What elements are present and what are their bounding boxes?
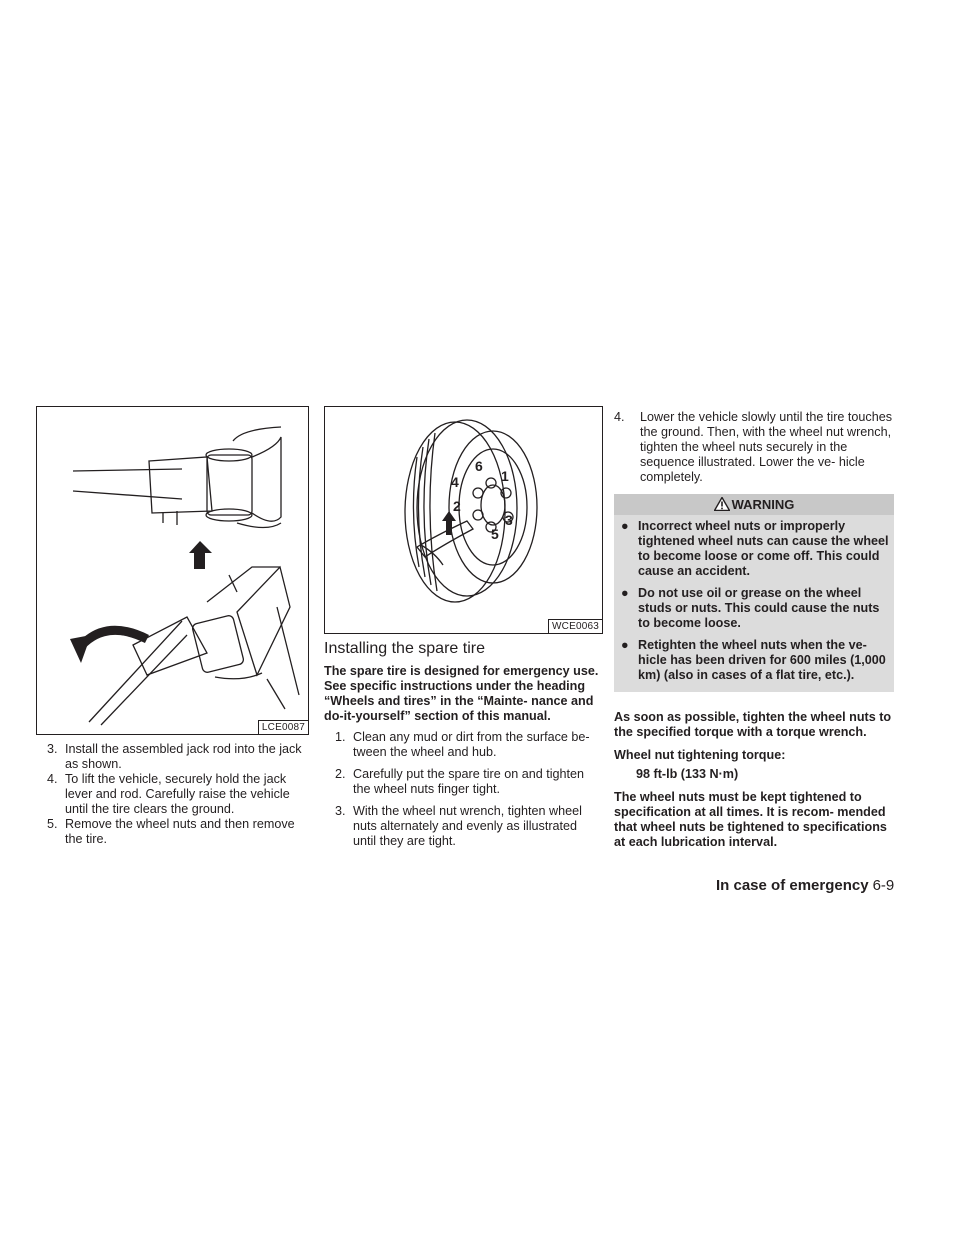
jack-illustration xyxy=(36,406,309,735)
nut-label: 4 xyxy=(451,474,459,490)
final-note: The wheel nuts must be kept tightened to specification at all times. It is recom- mended that wheel nuts be tightened to specifications at each lubrication interval. xyxy=(614,790,887,849)
section-intro: The spare tire is designed for emergency use. See specific instructions under the heading “Wheels and tires” in the “Mainte- nance and do-it-yourself” section of this manual. xyxy=(324,664,599,723)
nut-label: 5 xyxy=(491,526,499,542)
page-number: 6-9 xyxy=(872,877,895,894)
middle-column xyxy=(324,664,602,856)
spare-tire-steps-list xyxy=(324,730,602,849)
list-item: ● Do not use oil or grease on the wheel studs or nuts. This could cause the nuts to become loose. xyxy=(621,586,880,630)
list-item: 3. With the wheel nut wrench, tighten wheel nuts alternately and evenly as illustrated until they are tight. xyxy=(335,804,582,848)
torque-value: 98 ft-lb (133 N·m) xyxy=(636,767,739,781)
lower-vehicle-step xyxy=(614,410,894,485)
right-column-notes xyxy=(614,710,894,856)
figure-code: WCE0063 xyxy=(548,619,602,633)
tire-illustration xyxy=(324,406,603,634)
page-footer xyxy=(716,877,894,894)
torque-advice: As soon as possible, tighten the wheel nuts to the specified torque with a torque wrench. xyxy=(614,710,892,739)
warning-list xyxy=(614,515,894,692)
jack-steps-list xyxy=(36,742,308,847)
up-arrow-icon xyxy=(189,541,212,569)
nut-label: 1 xyxy=(501,468,509,484)
list-item: ● Retighten the wheel nuts when the ve- hicle has been driven for 600 miles (1,000 km) (also in cases of a flat tire, etc.). xyxy=(621,638,886,682)
section-title: Installing the spare tire xyxy=(324,640,485,657)
list-item: 4. To lift the vehicle, securely hold the jack lever and rod. Carefully raise the vehicle until the tire clears the ground. xyxy=(47,772,290,816)
warning-box xyxy=(614,494,894,692)
nut-label: 3 xyxy=(505,512,513,528)
figure-code: LCE0087 xyxy=(258,720,308,734)
nut-label: 2 xyxy=(453,498,461,514)
warning-triangle-icon xyxy=(714,497,730,511)
warning-header xyxy=(614,494,894,515)
up-arrow-icon xyxy=(442,511,456,535)
jack-drawing xyxy=(37,407,308,734)
list-item: ● Incorrect wheel nuts or improperly tightened wheel nuts can cause the wheel to become loose or come off. This could cause an accident. xyxy=(621,519,889,578)
torque-label: Wheel nut tightening torque: xyxy=(614,748,786,762)
list-item: 1. Clean any mud or dirt from the surface be- tween the wheel and hub. xyxy=(335,730,590,759)
left-column xyxy=(36,742,308,847)
list-item: 5. Remove the wheel nuts and then remove the tire. xyxy=(47,817,295,846)
list-item: 4. Lower the vehicle slowly until the tire touches the ground. Then, with the wheel nut wrench, tighten the wheel nuts securely in the sequence illustrated. Lower the ve- hicle completely. xyxy=(614,410,893,484)
list-item: 2. Carefully put the spare tire on and tighten the wheel nuts finger tight. xyxy=(335,767,585,796)
curved-arrow-icon xyxy=(70,630,147,663)
warning-title: WARNING xyxy=(731,497,795,512)
nut-label: 6 xyxy=(475,458,483,474)
tire-drawing xyxy=(325,407,602,633)
right-column-step xyxy=(614,410,894,485)
list-item: 3. Install the assembled jack rod into the jack as shown. xyxy=(47,742,302,771)
footer-section: In case of emergency xyxy=(716,877,869,894)
